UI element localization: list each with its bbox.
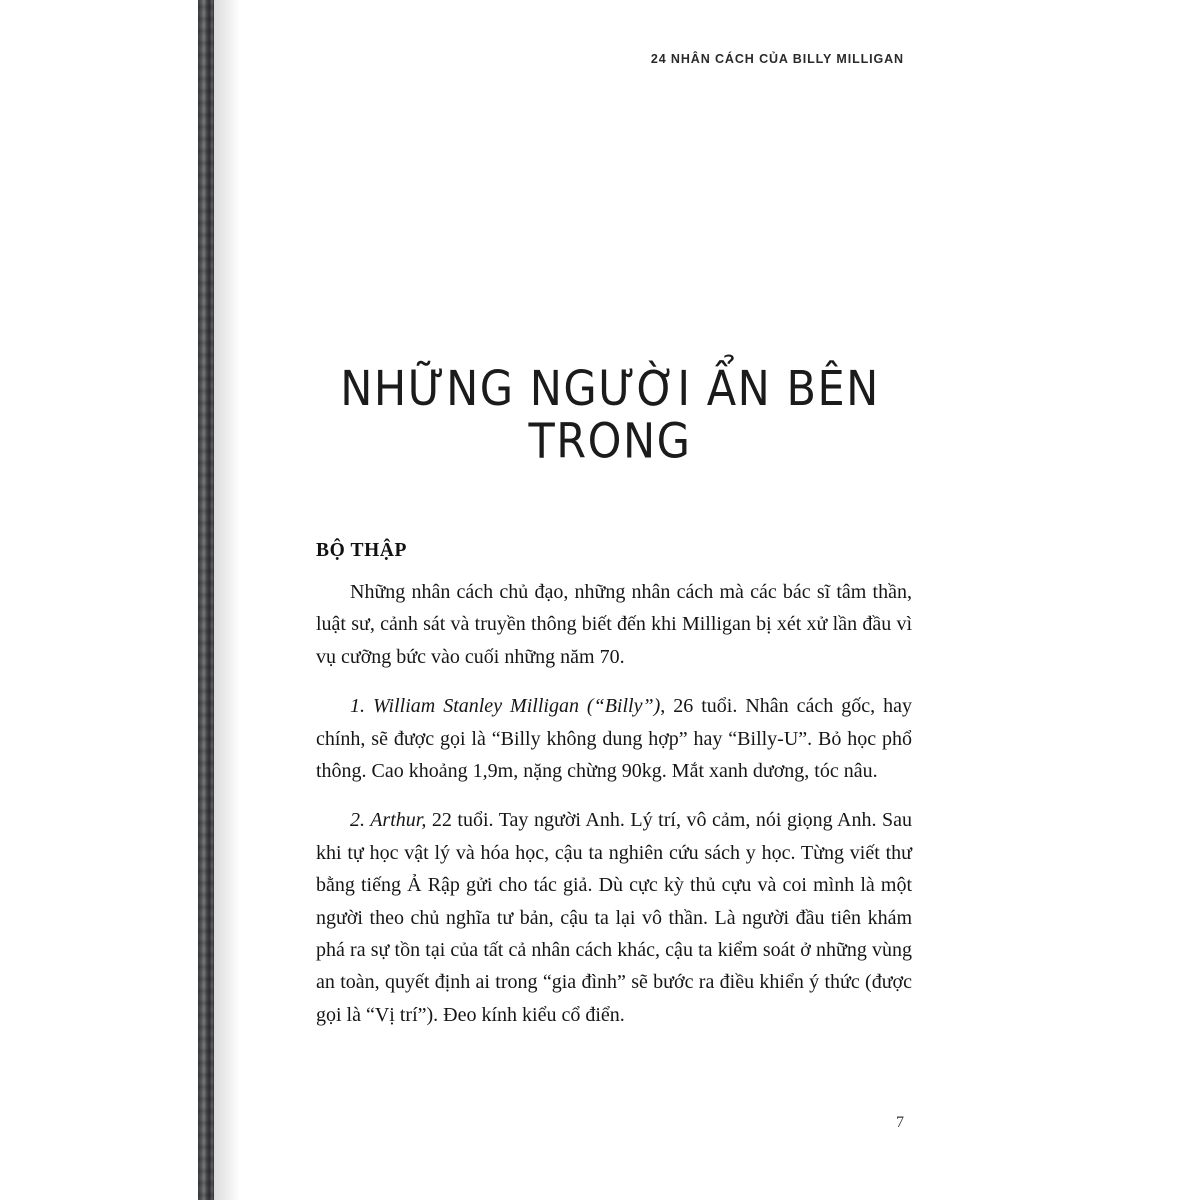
- paragraph-text: Những nhân cách chủ đạo, những nhân cách mà các bác sĩ tâm thần, luật sư, cảnh sát và truyền thông biết đến khi Milligan bị xét xử lần đầu vì vụ cưỡng bức vào cuối những năm 70.: [316, 581, 912, 668]
- paragraph-lead-italic: 1. William Stanley Milligan (“Billy”): [350, 695, 661, 718]
- book-spine-grain: [198, 0, 214, 1200]
- paragraph-text: 22 tuổi. Tay người Anh. Lý trí, vô cảm, nói giọng Anh. Sau khi tự học vật lý và hóa học, cậu ta nghiên cứu sách y học. Từng viết thư bằng tiếng Ả Rập gửi cho tác giả. Dù cực kỳ thủ cựu và coi mình là một người theo chủ nghĩa tư bản, cậu ta lại vô thần. Là người đầu tiên khám phá ra sự tồn tại của tất cả nhân cách khác, cậu ta kiểm soát ở những vùng an toàn, quyết định ai trong “gia đình” sẽ bước ra điều khiển ý thức (được gọi là “Vị trí”). Đeo kính kiểu cổ điển.: [316, 809, 913, 1026]
- paragraph: [316, 804, 912, 1031]
- body-text-block: [316, 540, 912, 1048]
- paragraph-text: , 26 tuổi. Nhân cách gốc, hay chính, sẽ được gọi là “Billy không dung hợp” hay “Billy-U”. Bỏ học phổ thông. Cao khoảng 1,9m, nặng chừng 90kg. Mắt xanh dương, tóc nâu.: [316, 695, 912, 782]
- paragraph: [316, 576, 912, 673]
- chapter-title: NHỮNG NGƯỜI ẨN BÊN TRONG: [340, 360, 880, 470]
- paragraph: [316, 690, 912, 787]
- paragraph-lead-italic: 2. Arthur,: [350, 809, 427, 832]
- running-head: 24 NHÂN CÁCH CỦA BILLY MILLIGAN: [650, 52, 904, 66]
- book-spine-gradient: [214, 0, 240, 1200]
- section-heading: BỘ THẬP: [316, 540, 408, 561]
- page-number: 7: [896, 1114, 904, 1131]
